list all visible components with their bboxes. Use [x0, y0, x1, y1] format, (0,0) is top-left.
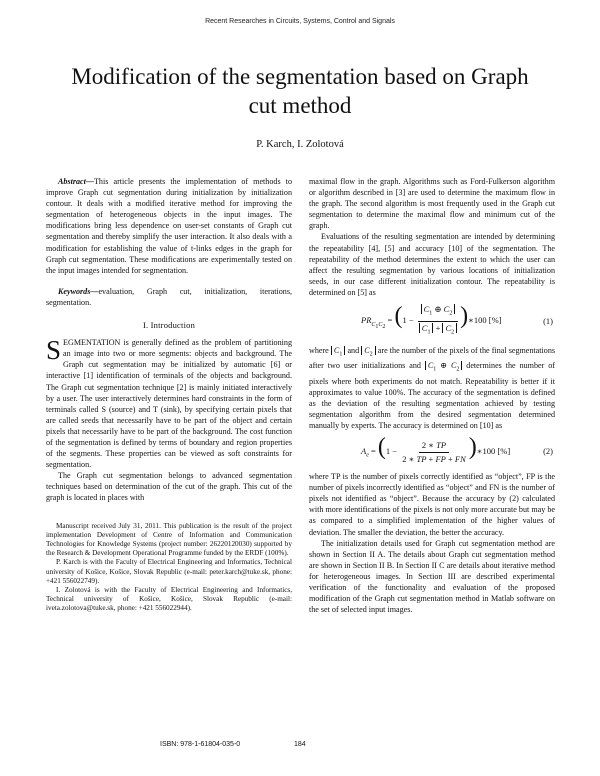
paper-title: Modification of the segmentation based on Graph cut method — [71, 64, 529, 118]
intro-paragraph-2: The Graph cut segmentation belongs to advanced segmentation techniques based on determination of the cut of the graph. This cut of the graph is located in places with — [46, 471, 292, 503]
right-paragraph-2: Evaluations of the resulting segmentation are intended by determining the repeatability [4], [5] and accuracy [10] of the segmentation. The repeatability of the method determines the extent to which the user can affect the resulting segmentation by various locations of initialization seeds, in our case different initialization contour. The repeatability is determined on [5] as — [309, 232, 555, 297]
equation-1-fraction: $\frac{C_1 \oplus C_2}{C_1 + C_2}$ — [416, 304, 460, 339]
right-paragraph-1: maximal flow in the graph. Algorithms such as Ford-Fulkerson algorithm or algorithm described in [3] are used to determine the maximum flow in the graph. The second algorithm is most frequently used in the Graph cut segmentation to determine the maximal flow and minimum cut of the graph. — [309, 177, 555, 231]
equation-1-number: (1) — [543, 315, 553, 326]
equation-1-body: $PR_{C_1C_2} = (1$ − $\frac{C_1 \oplus C_2}{C_1 + C_2}$ )∗100 [%] — [361, 304, 502, 339]
equation-2 — [309, 434, 555, 465]
abstract-label: Abstract— — [58, 177, 94, 186]
drop-cap: S — [46, 335, 62, 366]
abstract-text: This article presents the implementation of methods to improve Graph cut segmentation during initialization by initialization contour. It deals with a modified iterative method for improving the segmentation of heterogeneous objects in the input images. The modifications bring less dependence on user-set constants of Graph cut segmentation and thereby simplify the user interaction. It also deals with a modification for establishing the value of t-links edges in the graph for Graph cut segmentation. These modifications are experimentally tested on the input images intended for segmentation. — [46, 177, 292, 275]
equation-1 — [309, 304, 555, 339]
keywords-label: Keywords— — [58, 286, 99, 296]
footnotes — [46, 522, 292, 614]
right-column — [309, 176, 555, 615]
abstract — [46, 176, 292, 276]
keywords — [46, 286, 292, 308]
footnote-author-2: I. Zolotová is with the Faculty of Electrical Engineering and Informatics, Technical university of Košice, Košice, Slovak Republic (e-mail: iveta.zolotova@tuke.sk, phone: +421 556022944). — [46, 585, 292, 613]
intro-paragraph-1-text: EGMENTATION is generally defined as the problem of partitioning an image into two or more segments: objects and background. The Graph cut segmentation may be initialized by automatic [6] or interactive [1] identification of terminals of the objects and background. The Graph cut segmentation technique [2] is mainly initiated interactively by a user. The user interactively determines hard constraints in the form of terminals called S (source) and T (sink), by specifying certain pixels that are called seeds that necessarily have to be part of the object and certain pixels that necessarily have to be part of the background. The cost function of the segmentation is defined by terms of boundary and region properties of the segments. These properties can be viewed as soft constraints for segmentation. — [46, 338, 292, 470]
equation-2-fraction: $\frac{2 ∗ TP}{2 ∗ TP + FP + FN}$ — [402, 439, 466, 465]
left-column — [46, 176, 292, 614]
right-paragraph-4: where TP is the number of pixels correctly identified as “object”, FP is the number of pixels incorrectly identified as “object” and FN is the number of pixels not identified as “object”. Because the accuracy by (2) calculated with more identifications of the pixels is not only more accurate but may be as compared to a simplified implementation of the higher values of deviation. The smaller the deviation, the better the accuracy. — [309, 472, 555, 537]
footer-isbn: ISBN: 978-1-61804-035-0 — [160, 741, 241, 748]
footnote-manuscript: Manuscript received July 31, 2011. This publication is the result of the project implementation Development of Centre of Information and Communication Technologies for Knowledge Systems (project number: 26220120030) supported by the Research & Development Operational Programme funded by the ERDF (100%). — [46, 521, 292, 558]
page-number: 184 — [294, 741, 306, 748]
intro-paragraph-1 — [46, 337, 292, 470]
equation-2-number: (2) — [543, 445, 553, 456]
journal-header: Recent Researches in Circuits, Systems, Control and Signals — [205, 18, 395, 25]
authors: P. Karch, I. Zolotová — [256, 139, 344, 150]
keywords-text: evaluation, Graph cut, initialization, iterations, segmentation. — [46, 286, 292, 307]
footnote-author-1: P. Karch is with the Faculty of Electrical Engineering and Informatics, Technical university of Košice, Košice, Slovak Republic (e-mail: peter.karch@tuke.sk, phone: +421 556022749). — [46, 558, 292, 585]
right-paragraph-3: where $C_1$ and $C_2$ are the number of the pixels of the final segmentations after two user initializations and $C_1$ ⊕ $C_2$ determines the number of pixels where both experiments do not match. Repeatability is better if it approximates to value 100%. The accuracy of the segmentation is defined as the deviation of the resulting segmentation achieved by testing segmentation algorithm from the desired segmentation determined manually by experts. The accuracy is determined on [10] as — [309, 345, 556, 431]
section-heading-introduction: I. Introduction — [142, 320, 196, 331]
equation-2-body: $A_e = (1$ − $\frac{2 ∗ TP}{2 ∗ TP + FP + FN}$ )∗100 [%] — [361, 434, 511, 465]
right-paragraph-5: The initialization details used for Graph cut segmentation method are shown in Section II A. The details about Graph cut segmentation method are shown in Section II B. In Section II C are details about iterative method for heterogeneous images. In Section III are described experimental verification of the functionality and evaluation of the proposed modification of the Graph cut segmentation method in Matlab software on the set of selected input images. — [309, 538, 555, 615]
